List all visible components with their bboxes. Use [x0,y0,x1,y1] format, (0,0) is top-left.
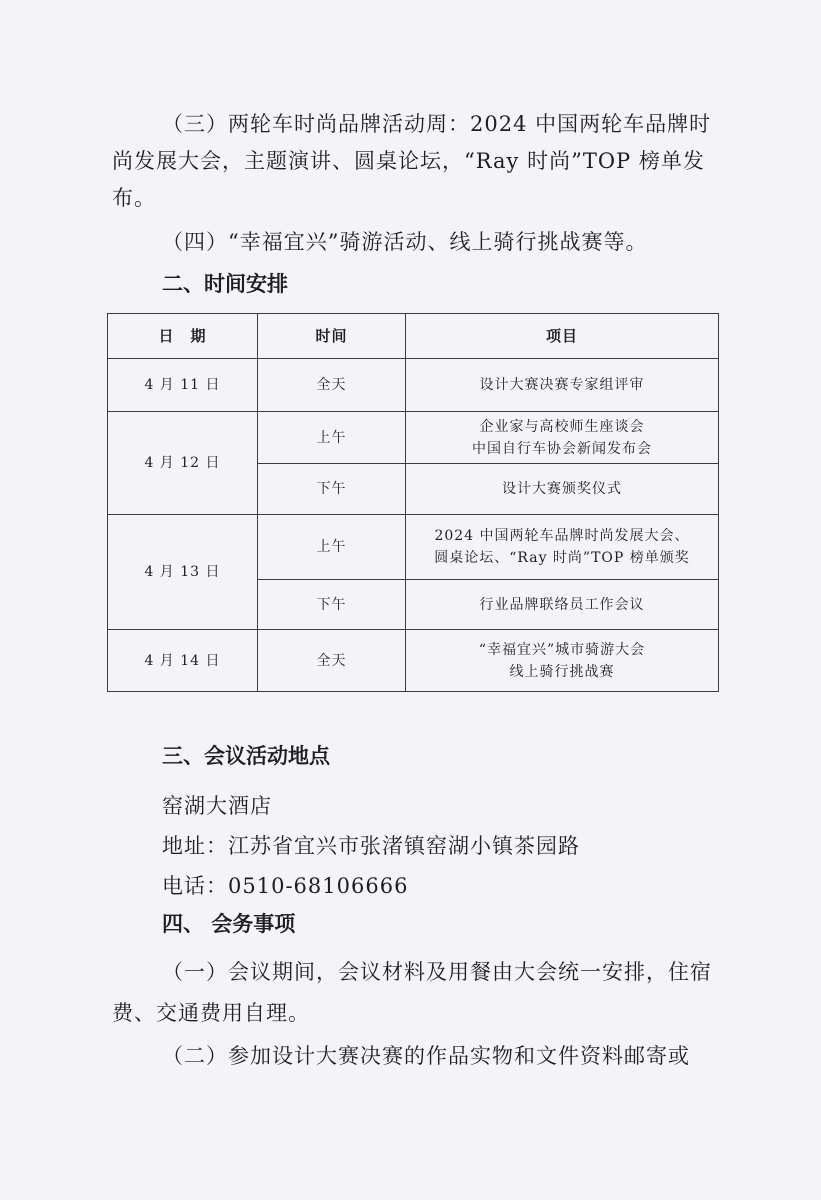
schedule-table [107,313,719,692]
item-cell [406,464,719,515]
venue-address: 地址：江苏省宜兴市张渚镇窑湖小镇茶园路 [162,834,580,858]
time-cell: 上午 [258,515,406,580]
time-cell: 下午 [258,580,406,630]
venue-name: 窑湖大酒店 [162,794,272,818]
time-cell: 上午 [258,412,406,464]
item-line: “幸福宜兴”城市骑游大会 [478,641,646,658]
section-3-title: 三、会议活动地点 [162,744,330,768]
item-line: 行业品牌联络员工作会议 [479,596,645,613]
item-line: 2024 中国两轮车品牌时尚发展大会、 [434,528,690,544]
header-item: 项目 [406,314,719,359]
item-line: 设计大赛决赛专家组评审 [479,377,645,393]
item-line: 中国自行车协会新闻发布会 [472,440,652,457]
time-cell: 全天 [258,359,406,412]
table-row [108,515,719,580]
intro-paragraph-4: （四）“幸福宜兴”骑游活动、线上骑行挑战赛等。 [162,230,648,254]
item-cell [406,630,719,692]
item-cell [406,515,719,580]
date-cell: 4 月 14 日 [108,630,258,692]
item-line: 圆桌论坛、“Ray 时尚”TOP 榜单颁奖 [434,550,690,566]
time-cell: 下午 [258,464,406,515]
date-cell: 4 月 13 日 [108,515,258,630]
section-4-paragraph-1: （一）会议期间，会议材料及用餐由大会统一安排，住宿费、交通费用自理。 [112,960,712,1025]
table-header-row [108,314,719,359]
item-line: 企业家与高校师生座谈会 [479,418,645,435]
table-row [108,359,719,412]
header-date: 日 期 [108,314,258,359]
date-cell: 4 月 12 日 [108,412,258,515]
item-cell [406,580,719,630]
intro-paragraph-3: （三）两轮车时尚品牌活动周：2024 中国两轮车品牌时尚发展大会，主题演讲、圆桌论坛，“Ray 时尚”TOP 榜单发布。 [112,112,712,210]
table-row [108,412,719,464]
item-line: 设计大赛颁奖仪式 [502,481,622,497]
item-line: 线上骑行挑战赛 [509,663,615,680]
item-cell [406,412,719,464]
header-time: 时间 [258,314,406,359]
venue-phone: 电话：0510-68106666 [162,874,409,898]
section-4-paragraph-2: （二）参加设计大赛决赛的作品实物和文件资料邮寄或 [162,1044,690,1068]
table-row [108,630,719,692]
time-cell: 全天 [258,630,406,692]
section-2-title: 二、时间安排 [162,272,288,296]
section-4-title: 四、 会务事项 [162,912,296,936]
item-cell [406,359,719,412]
date-cell: 4 月 11 日 [108,359,258,412]
